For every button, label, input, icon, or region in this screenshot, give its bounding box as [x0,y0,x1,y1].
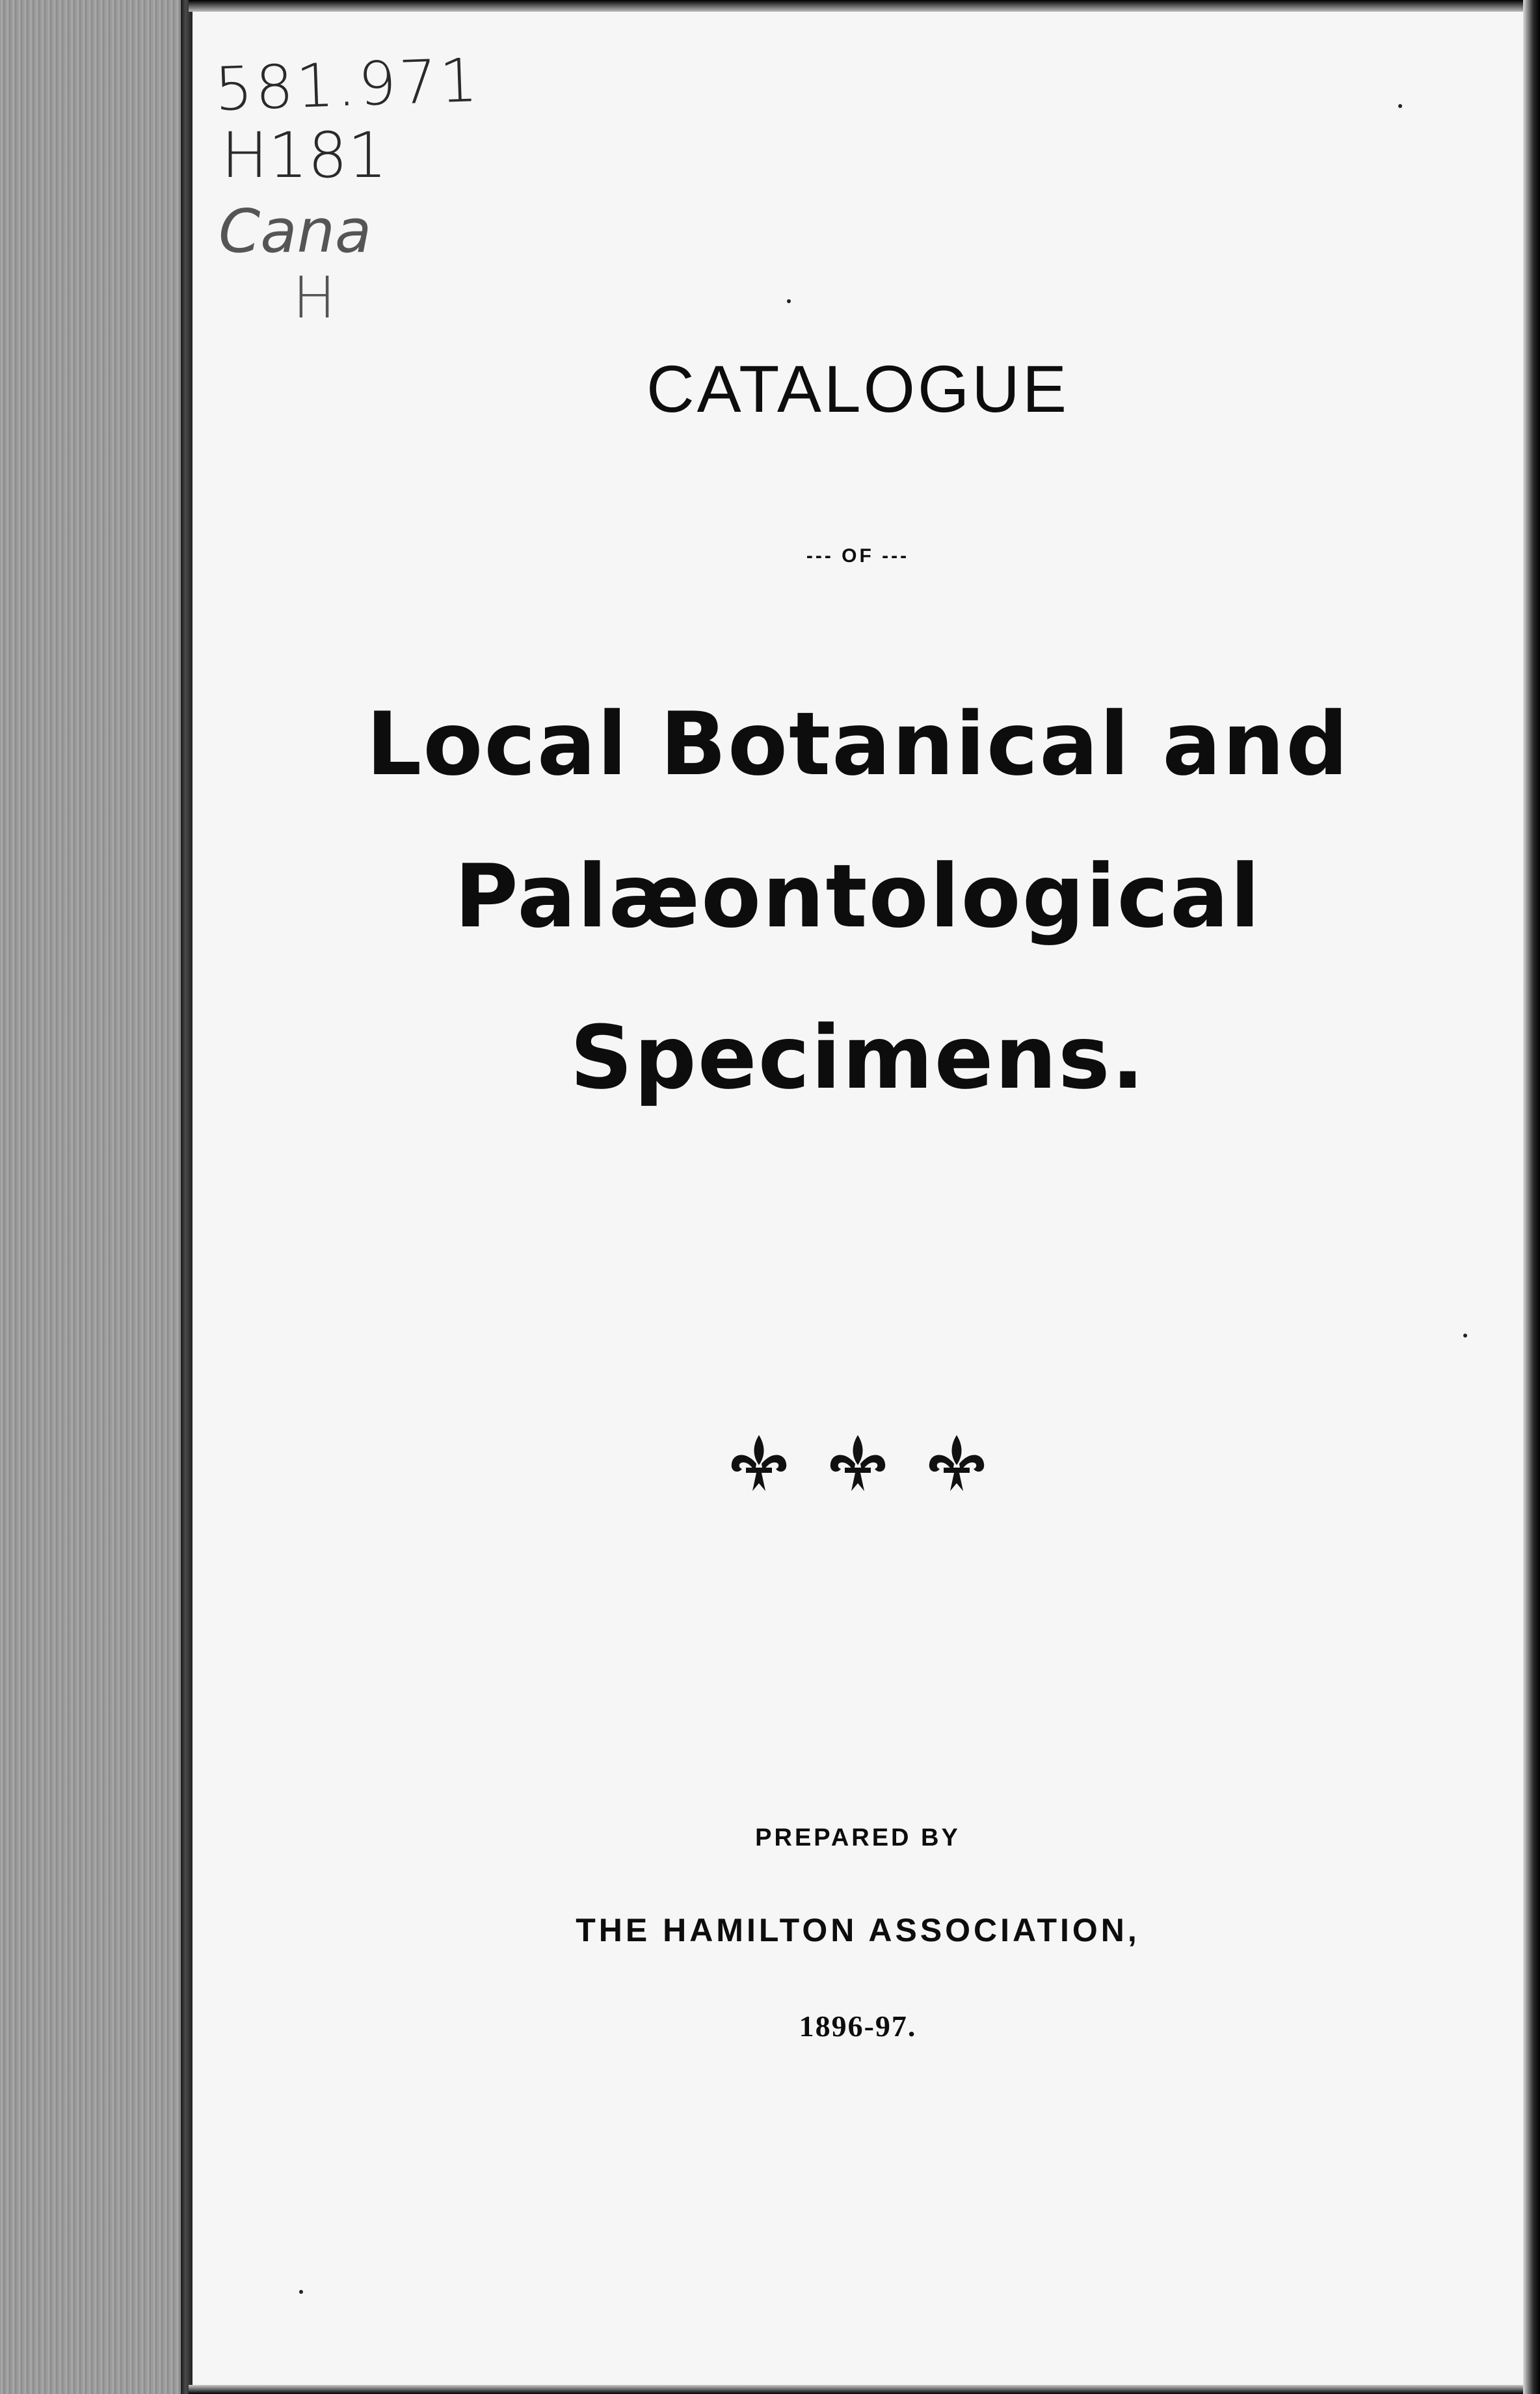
headline-line-2: Palæontological [454,846,1262,947]
paper-speck [1398,104,1402,108]
prepared-by-label: PREPARED BY [755,1824,961,1851]
association-name: THE HAMILTON ASSOCIATION, [576,1912,1140,1948]
paper-speck [787,299,791,303]
headline-line-1: Local Botanical and [365,693,1350,795]
right-edge [1523,0,1540,2394]
publication-year: 1896-97. [799,2010,917,2043]
bottom-edge [189,2385,1540,2394]
ornament-row [192,1431,1523,1496]
headline-line-3: Specimens. [570,1007,1146,1109]
shelfmark-line-1: 581.971 [213,45,482,125]
fleur-de-lis-icon [924,1431,989,1496]
top-edge [189,0,1540,12]
shelfmark-line-2: H181 [221,119,388,193]
paper-speck [299,2290,303,2294]
catalogue-title: CATALOGUE [646,352,1069,426]
binding-edge [181,0,192,2394]
shelfmark-line-4: H [293,263,336,331]
fleur-de-lis-icon [726,1431,791,1496]
shelfmark-line-3: Cana [219,196,372,266]
binding-strip [0,0,192,2394]
handwritten-shelfmark [213,45,482,331]
of-divider: --- OF --- [806,545,910,567]
fleur-de-lis-icon [825,1431,890,1496]
paper-speck [1463,1334,1467,1338]
